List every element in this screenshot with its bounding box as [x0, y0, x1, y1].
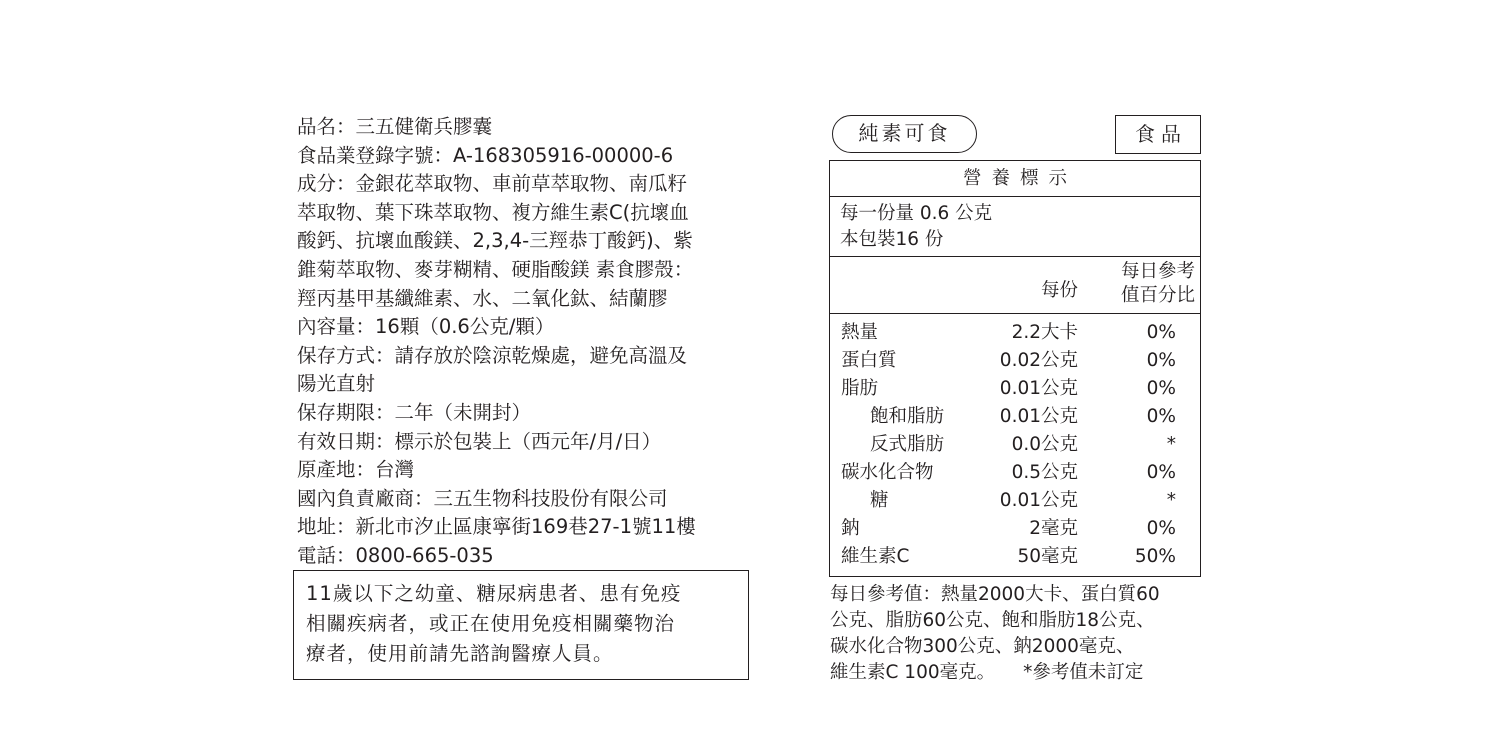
registration-number: 食品業登錄字號：A-168305916-00000-6	[297, 143, 674, 167]
nutrient-row	[830, 487, 1200, 515]
nutrient-percent: 0%	[1146, 378, 1176, 399]
ingredients-line: 萃取物、葉下珠萃取物、複方維生素C(抗壞血	[297, 200, 689, 224]
nutrition-table	[829, 160, 1201, 577]
nutrient-amount: 2.2大卡	[1011, 322, 1078, 343]
nutrient-amount: 2毫克	[1029, 518, 1078, 539]
nutrient-row	[830, 347, 1200, 375]
ingredients-line: 羥丙基甲基纖維素、水、二氧化鈦、結蘭膠	[297, 286, 668, 310]
nutrient-amount: 0.01公克	[999, 490, 1078, 511]
footnote-line: 碳水化合物300公克、鈉2000毫克、	[830, 636, 1135, 657]
per-serving-header: 每份	[1040, 280, 1078, 301]
vegan-badge: 純素可食	[832, 115, 977, 153]
nutrient-name: 糖	[870, 490, 889, 511]
storage-line: 保存方式：請存放於陰涼乾燥處，避免高溫及	[297, 343, 688, 367]
nutrient-percent: *	[1166, 490, 1176, 511]
servings-per-pack: 本包裝16 份	[840, 229, 944, 250]
ingredients-line: 成分：金銀花萃取物、車前草萃取物、南瓜籽	[297, 172, 688, 196]
nutrient-name: 脂肪	[841, 378, 879, 399]
warning-line: 療者，使用前請先諮詢醫療人員。	[306, 642, 614, 665]
nutrient-percent: 0%	[1146, 518, 1176, 539]
nutrient-name: 飽和脂肪	[870, 406, 945, 427]
nutrient-amount: 50毫克	[1017, 546, 1078, 567]
nutrient-name: 熱量	[841, 322, 879, 343]
warning-line: 相關疾病者，或正在使用免疫相關藥物治	[306, 612, 676, 635]
nutrient-amount: 0.0公克	[1011, 434, 1078, 455]
storage-line: 陽光直射	[297, 372, 376, 396]
nutrient-amount: 0.01公克	[999, 378, 1078, 399]
nutrient-row	[830, 319, 1200, 347]
nutrient-percent: 0%	[1146, 350, 1176, 371]
nutrient-percent: 50%	[1134, 546, 1176, 567]
nutrient-percent: *	[1166, 434, 1176, 455]
ingredients-line: 酸鈣、抗壞血酸鎂、2,3,4-三羥恭丁酸鈣)、紫	[297, 229, 693, 253]
ingredients-line: 錐菊萃取物、麥芽糊精、硬脂酸鎂 素食膠殼：	[297, 257, 694, 281]
expiry-date: 有效日期：標示於包裝上（西元年/月/日）	[297, 429, 662, 453]
footnote-line: 每日參考值：熱量2000大卡、蛋白質60	[830, 584, 1160, 605]
manufacturer: 國內負責廠商：三五生物科技股份有限公司	[297, 486, 668, 510]
footnote-line	[830, 660, 1210, 686]
shelf-life: 保存期限：二年（未開封）	[297, 400, 532, 424]
nutrient-row	[830, 543, 1200, 571]
nutrient-name: 反式脂肪	[870, 434, 945, 455]
nutrition-title: 營養標示	[962, 168, 1077, 189]
nutrient-row	[830, 375, 1200, 403]
ingredients	[297, 170, 757, 313]
warning-line: 11歲以下之幼童、糖尿病患者、患有免疫	[306, 582, 682, 605]
daily-value-header	[1100, 260, 1195, 308]
footnote-vitamin-c: 維生素C 100毫克。	[830, 662, 996, 683]
nutrient-name: 維生素C	[841, 546, 910, 567]
serving-info	[840, 201, 992, 253]
nutrient-row	[830, 431, 1200, 459]
nutrient-row	[830, 515, 1200, 543]
nutrient-percent: 0%	[1146, 322, 1176, 343]
food-badge: 食品	[1115, 115, 1201, 154]
divider	[830, 256, 1200, 257]
nutrient-name: 蛋白質	[841, 350, 897, 371]
phone: 電話：0800-665-035	[297, 543, 494, 567]
nutrient-amount: 0.02公克	[999, 350, 1078, 371]
nutrient-row	[830, 459, 1200, 487]
daily-value-header-line: 每日參考	[1120, 261, 1195, 282]
nutrient-amount: 0.01公克	[999, 406, 1078, 427]
address: 地址：新北市汐止區康寧街169巷27-1號11樓	[297, 515, 696, 539]
nutrient-name: 碳水化合物	[841, 462, 934, 483]
net-content: 內容量：16顆（0.6公克/顆）	[297, 315, 555, 339]
product-name: 品名：三五健衛兵膠囊	[297, 115, 493, 138]
nutrient-name: 鈉	[841, 518, 860, 539]
nutrient-amount: 0.5公克	[1011, 462, 1078, 483]
daily-value-header-line: 值百分比	[1120, 285, 1195, 306]
origin: 原產地：台灣	[297, 458, 415, 482]
daily-reference-note	[830, 582, 1210, 686]
serving-size: 每一份量 0.6 公克	[840, 203, 993, 224]
nutrient-percent: 0%	[1146, 406, 1176, 427]
footnote-asterisk-note: *參考值未訂定	[1023, 662, 1144, 683]
divider	[830, 196, 1200, 197]
nutrient-row	[830, 403, 1200, 431]
divider	[830, 313, 1200, 314]
footnote-line: 公克、脂肪60公克、飽和脂肪18公克、	[830, 610, 1155, 631]
warning-box	[293, 570, 749, 680]
product-info	[297, 113, 757, 571]
nutrient-percent: 0%	[1146, 462, 1176, 483]
